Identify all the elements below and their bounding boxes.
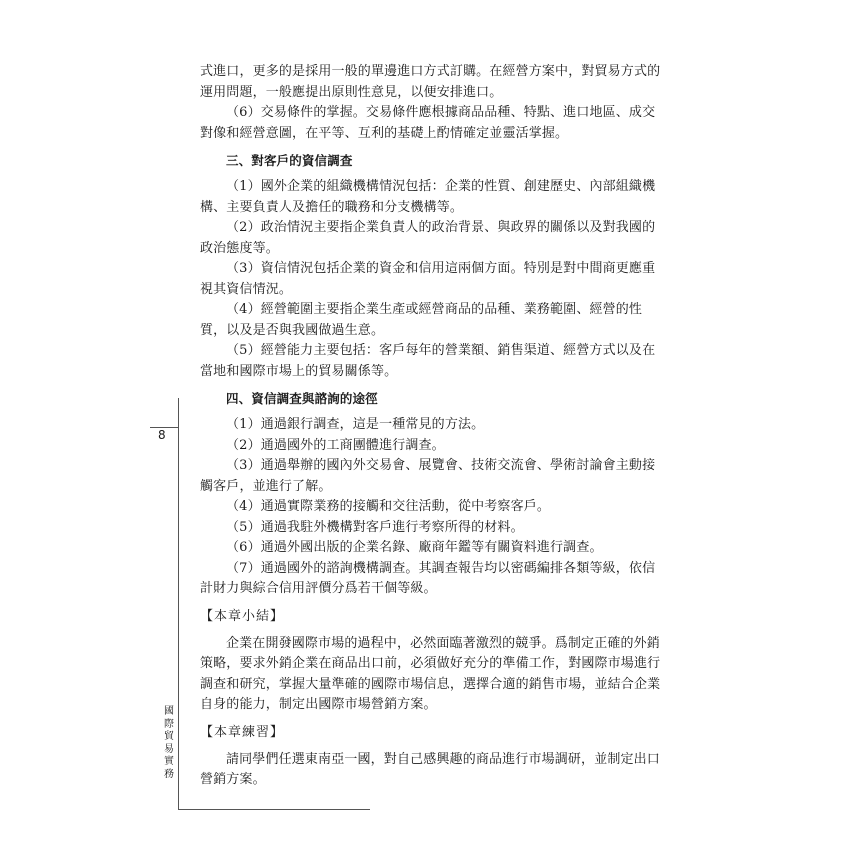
section3-item-3: （3）資信情況包括企業的資金和信用這兩個方面。特別是對中間商更應重視其資信情況。 xyxy=(200,261,656,297)
section-heading-investigation-channels: 四、資信調查與諮詢的途徑 xyxy=(226,391,378,406)
running-title-vertical xyxy=(162,706,176,781)
section3-item-1: （1）國外企業的組織機構情況包括：企業的性質、創建歷史、內部組織機構、主要負責人及擔任的職務和分支機構等。 xyxy=(200,179,656,215)
margin-vertical-rule xyxy=(178,398,179,810)
section4-item-6: （6）通過外國出版的企業名錄、廠商年鑑等有關資料進行調查。 xyxy=(226,540,603,555)
running-title-char: 易 xyxy=(164,743,174,755)
body-text xyxy=(200,62,668,791)
chapter-exercise-text: 請同學們任選東南亞一國，對自己感興趣的商品進行市場調研，並制定出口營銷方案。 xyxy=(200,751,660,787)
section4-item-4: （4）通過實際業務的接觸和交往活動，從中考察客戶。 xyxy=(226,499,551,514)
section4-item-1: （1）通過銀行調查，這是一種常見的方法。 xyxy=(226,417,485,432)
margin-bottom-rule xyxy=(178,809,370,810)
running-title-char: 際 xyxy=(164,718,174,730)
section3-item-5: （5）經營能力主要包括：客戶每年的營業額、銷售渠道、經營方式以及在當地和國際市場上的貿易關係等。 xyxy=(200,343,656,379)
intro-paragraph-2: （6）交易條件的掌握。交易條件應根據商品品種、特點、進口地區、成交對像和經營意圖，在平等、互利的基礎上酌情確定並靈活掌握。 xyxy=(200,105,656,141)
section4-item-2: （2）通過國外的工商團體進行調查。 xyxy=(226,437,445,453)
chapter-summary-heading: 【本章小結】 xyxy=(200,608,285,624)
chapter-summary-text: 企業在開發國際市場的過程中，必然面臨著激烈的競爭。爲制定正確的外銷策略，要求外銷企業在商品出口前，必須做好充分的準備工作，對國際市場進行調查和研究，掌握大量準確的國際市場信息，選擇合適的銷售市場，並結合企業自身的能力，制定出國際市場營銷方案。 xyxy=(200,635,661,712)
section3-item-2: （2）政治情況主要指企業負責人的政治背景、與政界的關係以及對我國的政治態度等。 xyxy=(200,220,656,256)
section3-item-4: （4）經營範圍主要指企業生產或經營商品的品種、業務範圍、經營的性質，以及是否與我國做過生意。 xyxy=(200,302,643,338)
chapter-exercise-heading: 【本章練習】 xyxy=(200,724,285,740)
running-title-char: 國 xyxy=(164,706,174,717)
section4-item-5: （5）通過我駐外機構對客戶進行考察所得的材料。 xyxy=(226,519,524,535)
section4-item-3: （3）通過舉辦的國內外交易會、展覽會、技術交流會、學術討論會主動接觸客戶，並進行了解。 xyxy=(200,458,656,494)
page-number: 8 xyxy=(158,428,166,442)
running-title-char: 貿 xyxy=(164,731,174,742)
intro-paragraph-1: 式進口，更多的是採用一般的單邊進口方式訂購。在經營方案中，對貿易方式的運用問題，一般應提出原則性意見，以便安排進口。 xyxy=(200,64,661,100)
section-heading-credit-investigation: 三、對客戶的資信調查 xyxy=(226,153,353,168)
running-title-char: 實 xyxy=(164,756,174,767)
section4-item-7: （7）通過國外的諮詢機構調查。其調查報告均以密碼編排各類等級，依信計財力與綜合信用評價分爲若干個等級。 xyxy=(200,560,656,596)
running-title-char: 務 xyxy=(164,768,174,780)
